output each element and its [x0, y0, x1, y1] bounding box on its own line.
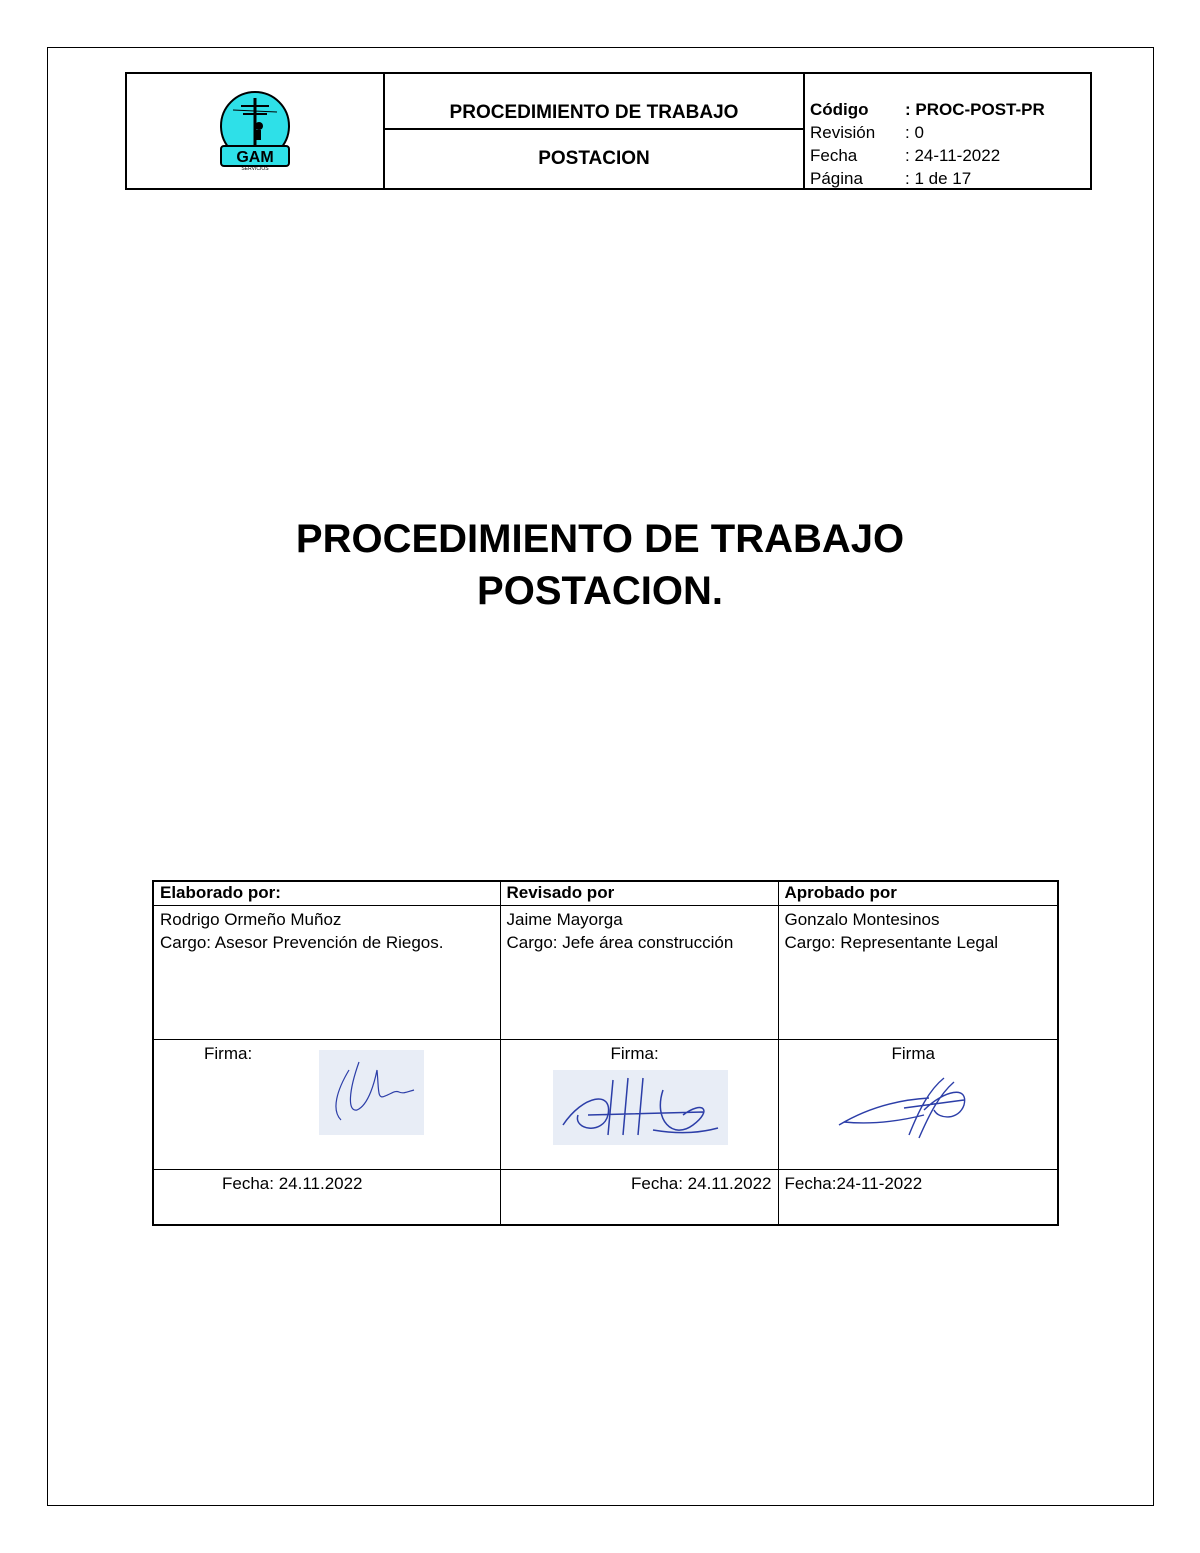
approval-header-row [153, 881, 1058, 905]
main-title [0, 513, 1200, 617]
codigo-label: Código [810, 100, 869, 119]
revisado-cargo: Cargo: Jefe área construcción [506, 932, 734, 952]
logo-cell [127, 74, 385, 188]
approval-date-row [153, 1169, 1058, 1225]
elaborado-heading: Elaborado por: [153, 881, 500, 905]
aprobado-cargo: Cargo: Representante Legal [784, 932, 999, 952]
aprobado-signature-cell [778, 1039, 1058, 1169]
page-border [47, 47, 1154, 1506]
elaborado-signature-cell [153, 1039, 500, 1169]
revision-label: Revisión [810, 123, 876, 142]
revisado-heading: Revisado por [500, 881, 778, 905]
aprobado-heading: Aprobado por [778, 881, 1058, 905]
revisado-fecha: Fecha: 24.11.2022 [500, 1169, 778, 1225]
revision-row [810, 121, 1090, 144]
logo-subtext: SERVICIOS [241, 166, 269, 172]
aprobado-signature-icon [834, 1070, 984, 1145]
aprobado-firma-label: Firma [891, 1043, 935, 1063]
elaborado-fecha: Fecha: 24.11.2022 [153, 1169, 500, 1225]
fecha-value: : 24-11-2022 [905, 146, 1001, 165]
revisado-signature-icon [553, 1070, 728, 1145]
logo-text: GAM [236, 149, 274, 166]
pagina-row [810, 167, 1090, 190]
main-title-line1: PROCEDIMIENTO DE TRABAJO [295, 517, 905, 561]
codigo-value: : PROC-POST-PR [905, 100, 1045, 119]
elaborado-firma-label: Firma: [204, 1043, 253, 1063]
pagina-value: : 1 de 17 [905, 169, 972, 188]
elaborado-signature-icon [319, 1050, 424, 1135]
approval-info-row [153, 905, 1058, 1039]
revisado-firma-label: Firma: [610, 1043, 659, 1063]
revisado-info [500, 905, 778, 1039]
title-cell [385, 74, 805, 188]
revisado-signature-cell [500, 1039, 778, 1169]
codigo-row [810, 98, 1090, 121]
aprobado-name: Gonzalo Montesinos [784, 909, 940, 929]
elaborado-cargo: Cargo: Asesor Prevención de Riegos. [160, 932, 444, 952]
elaborado-info [153, 905, 500, 1039]
pagina-label: Página [810, 169, 863, 188]
fecha-row [810, 144, 1090, 167]
fecha-label: Fecha [810, 146, 858, 165]
approval-table [152, 880, 1059, 1226]
aprobado-fecha: Fecha:24-11-2022 [778, 1169, 1058, 1225]
elaborado-name: Rodrigo Ormeño Muñoz [160, 909, 342, 929]
document-header [125, 72, 1092, 190]
main-title-line2: POSTACION. [477, 569, 723, 613]
gam-logo-icon [217, 90, 293, 172]
revision-value: : 0 [905, 123, 924, 142]
approval-signature-row [153, 1039, 1058, 1169]
meta-cell [805, 74, 1090, 188]
revisado-name: Jaime Mayorga [506, 909, 623, 929]
aprobado-info [778, 905, 1058, 1039]
header-subtitle: POSTACION [538, 148, 650, 169]
header-title: PROCEDIMIENTO DE TRABAJO [385, 74, 803, 130]
